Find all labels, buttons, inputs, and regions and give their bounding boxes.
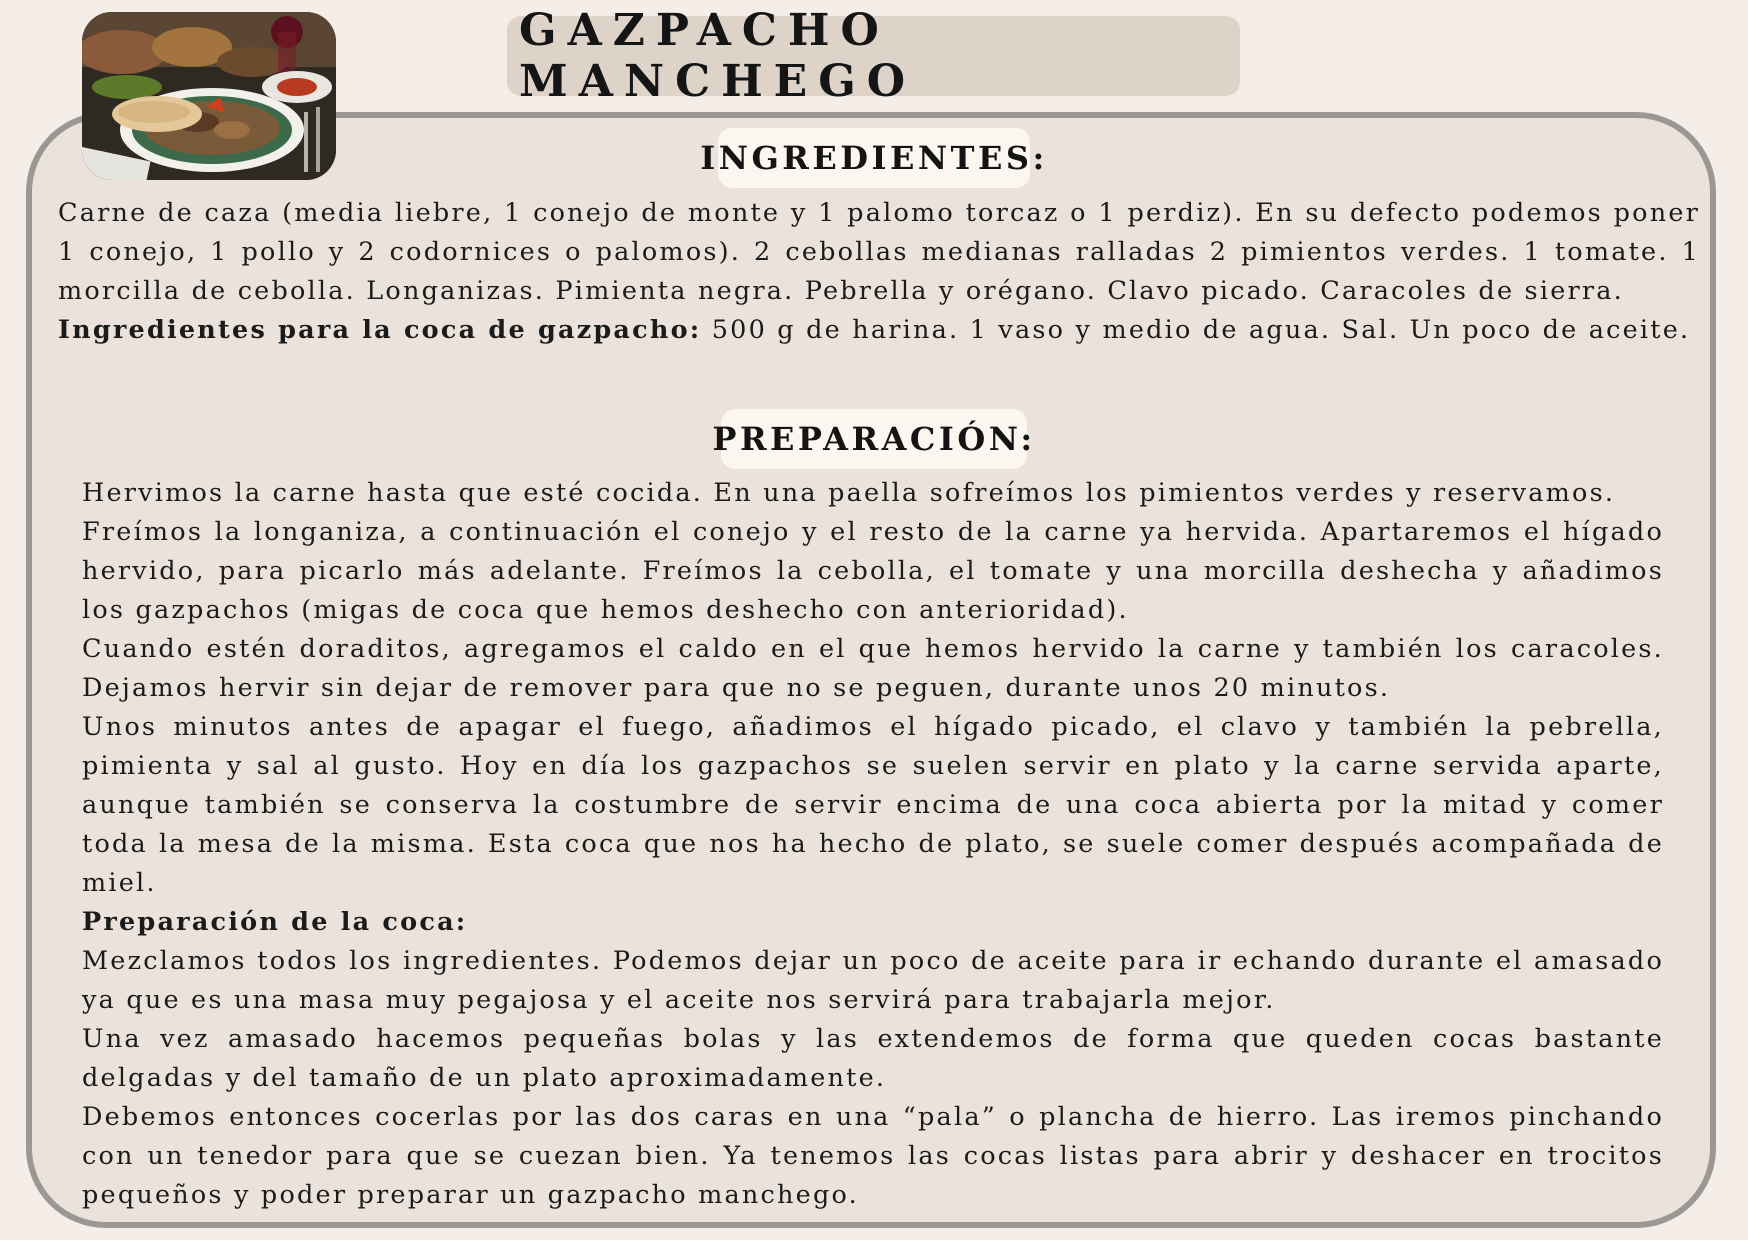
page-title: GAZPACHO MANCHEGO: [519, 5, 917, 107]
preparation-text: [82, 474, 1664, 1215]
coca-preparation-heading: Preparación de la coca:: [82, 907, 468, 937]
ingredients-heading: INGREDIENTES:: [718, 128, 1030, 188]
ingredients-text: [58, 194, 1700, 350]
coca-preparation-paragraph: Mezclamos todos los ingredientes. Podemos dejar un poco de aceite para ir echando durante el amasado ya que es una masa muy pegajosa y el aceite nos servirá para trabajarla mejor.: [82, 946, 1664, 1015]
preparation-paragraph: Cuando estén doraditos, agregamos el caldo en el que hemos hervido la carne y también los caracoles. Dejamos hervir sin dejar de remover para que no se peguen, durante unos 20 minutos.: [82, 634, 1664, 703]
coca-preparation-paragraph: Una vez amasado hacemos pequeñas bolas y las extendemos de forma que queden cocas bastante delgadas y del tamaño de un plato aproximadamente.: [82, 1024, 1664, 1093]
coca-ingredients-label: Ingredientes para la coca de gazpacho:: [58, 315, 702, 345]
preparation-heading: PREPARACIÓN:: [721, 409, 1027, 469]
preparation-paragraph: Hervimos la carne hasta que esté cocida. En una paella sofreímos los pimientos verdes y reservamos.: [82, 478, 1616, 508]
coca-ingredients: [58, 311, 1700, 350]
preparation-paragraph: Freímos la longaniza, a continuación el conejo y el resto de la carne ya hervida. Apartaremos el hígado hervido, para picarlo más adelante. Freímos la cebolla, el tomate y una morcilla deshecha y añadimos los gazpachos (migas de coca que hemos deshecho con anterioridad).: [82, 517, 1664, 625]
coca-ingredients-text: 500 g de harina. 1 vaso y medio de agua. Sal. Un poco de aceite.: [701, 315, 1691, 345]
ingredients-list: Carne de caza (media liebre, 1 conejo de monte y 1 palomo torcaz o 1 perdiz). En su defecto podemos poner 1 conejo, 1 pollo y 2 codornices o palomos). 2 cebollas medianas ralladas 2 pimientos verdes. 1 tomate. 1 morcilla de cebolla. Longanizas. Pimienta negra. Pebrella y orégano. Clavo picado. Caracoles de sierra.: [58, 198, 1700, 306]
title-banner: [507, 5, 1240, 107]
preparation-paragraph: Unos minutos antes de apagar el fuego, añadimos el hígado picado, el clavo y también la pebrella, pimienta y sal al gusto. Hoy en día los gazpachos se suelen servir en plato y la carne servida aparte, aunque también se conserva la costumbre de servir encima de una coca abierta por la mitad y comer toda la mesa de la misma. Esta coca que nos ha hecho de plato, se suele comer después acompañada de miel.: [82, 712, 1664, 898]
dish-photo-icon: [82, 12, 336, 180]
dish-photo: [82, 12, 336, 180]
coca-preparation-paragraph: Debemos entonces cocerlas por las dos caras en una “pala” o plancha de hierro. Las iremos pinchando con un tenedor para que se cuezan bien. Ya tenemos las cocas listas para abrir y deshacer en trocitos pequeños y poder preparar un gazpacho manchego.: [82, 1102, 1664, 1210]
